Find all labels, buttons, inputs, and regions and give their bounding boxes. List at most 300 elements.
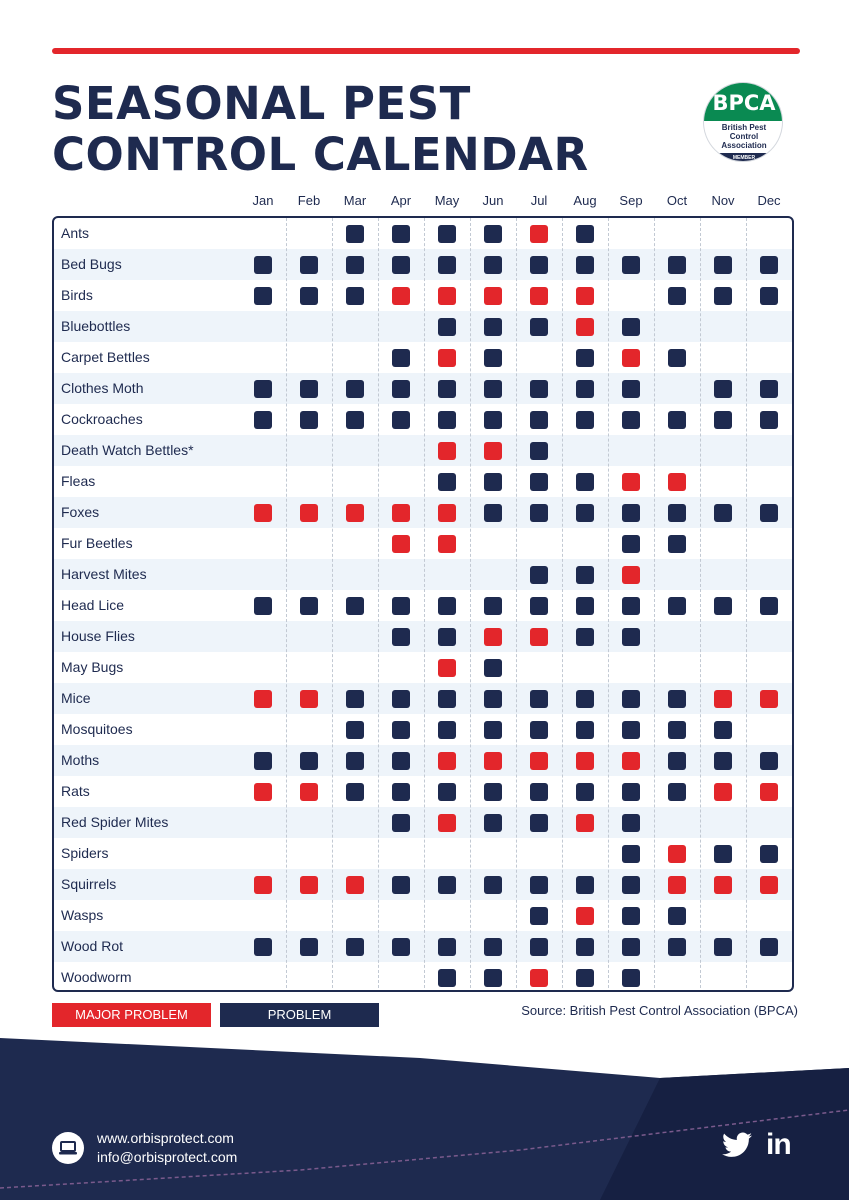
problem-mark [530, 504, 548, 522]
problem-mark [530, 876, 548, 894]
problem-mark [668, 349, 686, 367]
problem-mark [346, 380, 364, 398]
problem-mark [760, 845, 778, 863]
major-problem-mark [300, 504, 318, 522]
problem-mark [300, 752, 318, 770]
badge-org-line-3: Association [721, 141, 767, 150]
problem-mark [438, 938, 456, 956]
problem-mark [714, 411, 732, 429]
month-divider [562, 218, 563, 992]
month-label: Apr [390, 193, 412, 208]
problem-mark [668, 721, 686, 739]
problem-mark [438, 225, 456, 243]
month-label: Aug [573, 193, 597, 208]
month-marks [54, 342, 792, 373]
problem-mark [668, 256, 686, 274]
pest-name: Bluebottles [61, 318, 131, 334]
month-marks [54, 218, 792, 249]
problem-mark [714, 597, 732, 615]
major-problem-mark [484, 287, 502, 305]
problem-mark [668, 752, 686, 770]
pest-name: Red Spider Mites [61, 814, 169, 830]
problem-mark [346, 597, 364, 615]
month-label: Dec [757, 193, 781, 208]
problem-mark [346, 256, 364, 274]
website-link[interactable]: www.orbisprotect.com [97, 1130, 234, 1146]
problem-mark [576, 721, 594, 739]
month-header-row [240, 193, 792, 211]
problem-mark [438, 969, 456, 987]
month-label: Oct [666, 193, 688, 208]
problem-mark [438, 411, 456, 429]
laptop-icon [52, 1132, 84, 1164]
page-title [52, 78, 652, 180]
major-problem-mark [714, 783, 732, 801]
month-marks [54, 869, 792, 900]
problem-mark [760, 287, 778, 305]
problem-mark [346, 690, 364, 708]
problem-mark [484, 969, 502, 987]
problem-mark [438, 597, 456, 615]
table-row [54, 714, 792, 745]
problem-mark [576, 256, 594, 274]
bpca-member-badge [703, 82, 783, 162]
problem-mark [576, 876, 594, 894]
month-marks [54, 807, 792, 838]
problem-mark [576, 225, 594, 243]
month-marks [54, 745, 792, 776]
problem-mark [668, 535, 686, 553]
problem-mark [622, 318, 640, 336]
problem-mark [254, 597, 272, 615]
major-problem-mark [346, 504, 364, 522]
major-problem-mark [438, 752, 456, 770]
problem-mark [714, 256, 732, 274]
problem-mark [392, 380, 410, 398]
problem-mark [622, 721, 640, 739]
pest-name: Fur Beetles [61, 535, 133, 551]
problem-mark [622, 690, 640, 708]
problem-mark [576, 969, 594, 987]
problem-mark [346, 287, 364, 305]
problem-mark [438, 473, 456, 491]
problem-mark [438, 783, 456, 801]
month-marks [54, 683, 792, 714]
table-row [54, 931, 792, 962]
major-problem-mark [530, 969, 548, 987]
problem-mark [254, 256, 272, 274]
month-label: May [434, 193, 460, 208]
month-marks [54, 776, 792, 807]
pest-name: Woodworm [61, 969, 132, 985]
email-link[interactable]: info@orbisprotect.com [97, 1149, 238, 1165]
problem-mark [668, 597, 686, 615]
bpca-logo-text: BPCA [712, 91, 776, 115]
pest-name: Carpet Bettles [61, 349, 150, 365]
problem-mark [622, 876, 640, 894]
month-divider [654, 218, 655, 992]
problem-mark [622, 845, 640, 863]
problem-mark [392, 752, 410, 770]
table-row [54, 621, 792, 652]
pest-name: Birds [61, 287, 93, 303]
problem-mark [622, 907, 640, 925]
problem-mark [392, 938, 410, 956]
month-divider [332, 218, 333, 992]
source-credit: Source: British Pest Control Association (BPCA) [521, 1003, 798, 1018]
pest-name: Wasps [61, 907, 104, 923]
problem-mark [622, 504, 640, 522]
problem-mark [392, 256, 410, 274]
major-problem-mark [530, 287, 548, 305]
major-problem-mark [530, 225, 548, 243]
major-problem-mark [392, 504, 410, 522]
problem-mark [254, 380, 272, 398]
problem-mark [300, 287, 318, 305]
problem-mark [530, 566, 548, 584]
problem-mark [300, 411, 318, 429]
problem-mark [300, 256, 318, 274]
problem-mark [576, 938, 594, 956]
problem-mark [484, 411, 502, 429]
problem-mark [576, 566, 594, 584]
problem-mark [254, 411, 272, 429]
problem-mark [438, 690, 456, 708]
major-problem-mark [530, 628, 548, 646]
footer-band [0, 1030, 849, 1200]
problem-mark [438, 876, 456, 894]
problem-mark [484, 814, 502, 832]
badge-org-name [704, 123, 783, 150]
month-divider [378, 218, 379, 992]
problem-mark [714, 721, 732, 739]
month-divider [470, 218, 471, 992]
problem-mark [622, 411, 640, 429]
problem-mark [714, 938, 732, 956]
table-row [54, 435, 792, 466]
problem-mark [530, 721, 548, 739]
table-row [54, 280, 792, 311]
problem-mark [760, 411, 778, 429]
month-marks [54, 652, 792, 683]
pest-name: Head Lice [61, 597, 125, 613]
problem-mark [622, 938, 640, 956]
table-row [54, 528, 792, 559]
legend-problem: PROBLEM [220, 1003, 379, 1027]
problem-mark [392, 628, 410, 646]
problem-mark [668, 907, 686, 925]
problem-mark [760, 380, 778, 398]
problem-mark [300, 380, 318, 398]
pest-name: Spiders [61, 845, 109, 861]
problem-mark [530, 783, 548, 801]
table-row [54, 745, 792, 776]
month-label: Jan [252, 193, 274, 208]
problem-mark [530, 938, 548, 956]
badge-org-line-1: British Pest [721, 123, 767, 132]
major-problem-mark [300, 690, 318, 708]
month-marks [54, 962, 792, 992]
problem-mark [254, 287, 272, 305]
problem-mark [622, 380, 640, 398]
problem-mark [392, 411, 410, 429]
major-problem-mark [530, 752, 548, 770]
problem-mark [438, 721, 456, 739]
table-row [54, 807, 792, 838]
problem-mark [760, 752, 778, 770]
major-problem-mark [254, 876, 272, 894]
major-problem-mark [438, 287, 456, 305]
problem-mark [438, 628, 456, 646]
month-marks [54, 714, 792, 745]
month-marks [54, 621, 792, 652]
pest-name: Ants [61, 225, 90, 241]
problem-mark [484, 349, 502, 367]
problem-mark [530, 411, 548, 429]
problem-mark [438, 318, 456, 336]
problem-mark [622, 597, 640, 615]
month-label: Nov [711, 193, 735, 208]
problem-mark [622, 256, 640, 274]
major-problem-mark [576, 287, 594, 305]
problem-mark [484, 659, 502, 677]
badge-member-label: MEMBER [704, 153, 783, 162]
major-problem-mark [346, 876, 364, 894]
major-problem-mark [484, 752, 502, 770]
problem-mark [714, 752, 732, 770]
twitter-icon[interactable] [722, 1132, 752, 1158]
problem-mark [530, 907, 548, 925]
month-label: Jun [482, 193, 504, 208]
month-marks [54, 559, 792, 590]
month-label: Feb [297, 193, 321, 208]
table-row [54, 869, 792, 900]
problem-mark [484, 721, 502, 739]
problem-mark [714, 380, 732, 398]
major-problem-mark [254, 690, 272, 708]
pest-name: May Bugs [61, 659, 124, 675]
problem-mark [668, 690, 686, 708]
table-row [54, 559, 792, 590]
month-marks [54, 404, 792, 435]
problem-mark [668, 287, 686, 305]
problem-mark [668, 411, 686, 429]
problem-mark [346, 938, 364, 956]
problem-mark [346, 783, 364, 801]
major-problem-mark [576, 318, 594, 336]
month-label: Mar [343, 193, 367, 208]
title-line-1: SEASONAL PEST [52, 77, 471, 130]
problem-mark [576, 597, 594, 615]
problem-mark [484, 225, 502, 243]
problem-mark [530, 318, 548, 336]
problem-mark [530, 380, 548, 398]
major-problem-mark [254, 504, 272, 522]
month-marks [54, 311, 792, 342]
month-marks [54, 900, 792, 931]
pest-name: Squirrels [61, 876, 117, 892]
problem-mark [576, 473, 594, 491]
problem-mark [714, 504, 732, 522]
table-row [54, 311, 792, 342]
month-marks [54, 931, 792, 962]
month-label: Sep [619, 193, 643, 208]
problem-mark [576, 411, 594, 429]
major-problem-mark [576, 752, 594, 770]
month-marks [54, 497, 792, 528]
month-marks [54, 435, 792, 466]
badge-org-line-2: Control [729, 132, 759, 141]
problem-mark [392, 690, 410, 708]
problem-mark [530, 597, 548, 615]
problem-mark [484, 597, 502, 615]
problem-mark [576, 690, 594, 708]
major-problem-mark [622, 566, 640, 584]
problem-mark [530, 473, 548, 491]
problem-mark [530, 256, 548, 274]
pest-name: House Flies [61, 628, 135, 644]
problem-mark [484, 256, 502, 274]
month-divider [286, 218, 287, 992]
month-marks [54, 249, 792, 280]
table-row [54, 962, 792, 992]
problem-mark [622, 814, 640, 832]
major-problem-mark [668, 845, 686, 863]
month-marks [54, 466, 792, 497]
problem-mark [714, 845, 732, 863]
major-problem-mark [668, 473, 686, 491]
month-marks [54, 590, 792, 621]
table-row [54, 652, 792, 683]
major-problem-mark [622, 473, 640, 491]
problem-mark [760, 504, 778, 522]
table-row [54, 590, 792, 621]
pest-name: Mosquitoes [61, 721, 133, 737]
problem-mark [484, 783, 502, 801]
problem-mark [576, 349, 594, 367]
problem-mark [254, 752, 272, 770]
major-problem-mark [300, 783, 318, 801]
problem-mark [760, 938, 778, 956]
major-problem-mark [760, 876, 778, 894]
table-row [54, 249, 792, 280]
major-problem-mark [484, 628, 502, 646]
pest-calendar-grid [52, 216, 794, 992]
problem-mark [484, 938, 502, 956]
problem-mark [760, 256, 778, 274]
problem-mark [668, 783, 686, 801]
problem-mark [576, 628, 594, 646]
problem-mark [530, 442, 548, 460]
pest-name: Fleas [61, 473, 96, 489]
major-problem-mark [714, 690, 732, 708]
major-problem-mark [392, 287, 410, 305]
table-row [54, 900, 792, 931]
major-problem-mark [254, 783, 272, 801]
problem-mark [392, 721, 410, 739]
problem-mark [346, 752, 364, 770]
problem-mark [392, 225, 410, 243]
problem-mark [622, 535, 640, 553]
problem-mark [392, 349, 410, 367]
major-problem-mark [622, 349, 640, 367]
major-problem-mark [484, 442, 502, 460]
major-problem-mark [668, 876, 686, 894]
pest-name: Harvest Mites [61, 566, 147, 582]
table-row [54, 497, 792, 528]
pest-name: Bed Bugs [61, 256, 122, 272]
problem-mark [346, 411, 364, 429]
problem-mark [622, 783, 640, 801]
major-problem-mark [438, 442, 456, 460]
problem-mark [346, 721, 364, 739]
problem-mark [438, 380, 456, 398]
major-problem-mark [576, 814, 594, 832]
major-problem-mark [438, 659, 456, 677]
major-problem-mark [300, 876, 318, 894]
title-line-2: CONTROL CALENDAR [52, 128, 589, 181]
major-problem-mark [438, 535, 456, 553]
problem-mark [392, 783, 410, 801]
major-problem-mark [622, 752, 640, 770]
major-problem-mark [438, 814, 456, 832]
month-divider [746, 218, 747, 992]
major-problem-mark [438, 504, 456, 522]
problem-mark [484, 380, 502, 398]
major-problem-mark [760, 783, 778, 801]
month-divider [516, 218, 517, 992]
month-marks [54, 838, 792, 869]
problem-mark [668, 504, 686, 522]
month-label: Jul [530, 193, 548, 208]
problem-mark [392, 876, 410, 894]
problem-mark [254, 938, 272, 956]
legend-major-problem: MAJOR PROBLEM [52, 1003, 211, 1027]
month-marks [54, 528, 792, 559]
linkedin-icon[interactable]: in [766, 1128, 791, 1161]
major-problem-mark [760, 690, 778, 708]
table-row [54, 342, 792, 373]
table-row [54, 683, 792, 714]
table-row [54, 373, 792, 404]
month-divider [608, 218, 609, 992]
problem-mark [760, 597, 778, 615]
problem-mark [300, 597, 318, 615]
table-row [54, 838, 792, 869]
table-row [54, 404, 792, 435]
problem-mark [622, 969, 640, 987]
problem-mark [484, 690, 502, 708]
problem-mark [346, 225, 364, 243]
major-problem-mark [714, 876, 732, 894]
problem-mark [300, 938, 318, 956]
major-problem-mark [576, 907, 594, 925]
problem-mark [530, 814, 548, 832]
contact-info [97, 1129, 237, 1167]
problem-mark [438, 256, 456, 274]
pest-name: Mice [61, 690, 91, 706]
table-row [54, 218, 792, 249]
pest-name: Cockroaches [61, 411, 143, 427]
problem-mark [484, 318, 502, 336]
problem-mark [484, 876, 502, 894]
problem-mark [484, 504, 502, 522]
problem-mark [576, 380, 594, 398]
problem-mark [714, 287, 732, 305]
month-marks [54, 373, 792, 404]
problem-mark [530, 690, 548, 708]
top-accent-rule [52, 48, 800, 54]
